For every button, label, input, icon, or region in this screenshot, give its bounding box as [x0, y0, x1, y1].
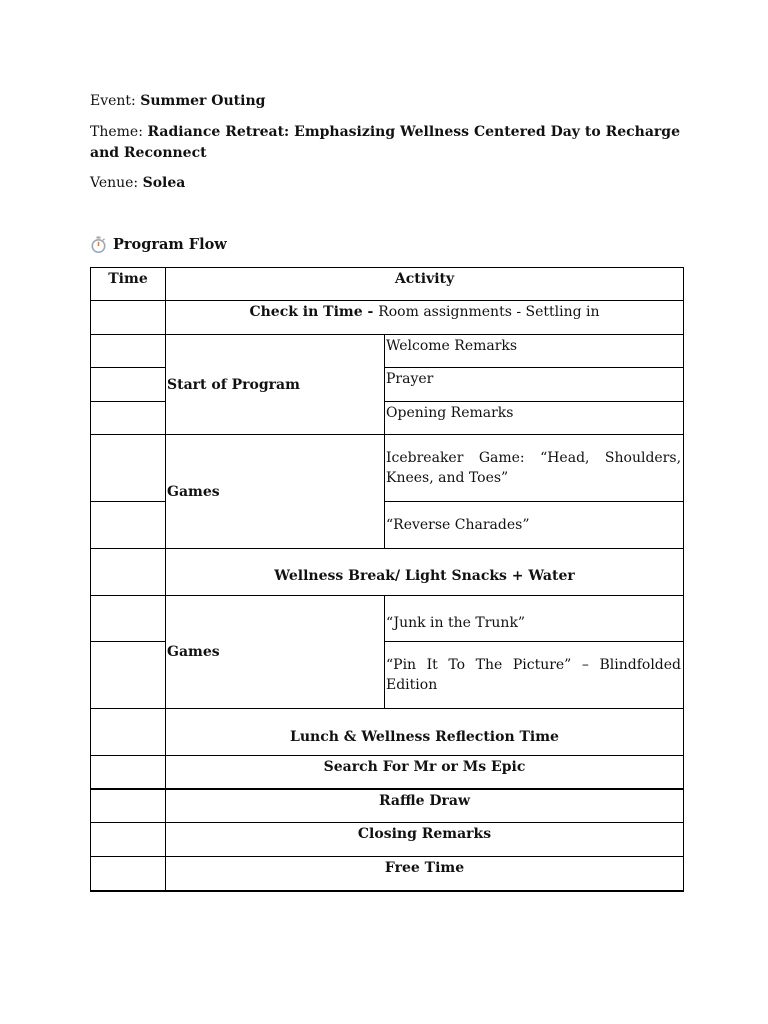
free-time-cell: Free Time [166, 857, 684, 891]
table-header-row [91, 268, 684, 301]
opening-remarks-cell: Opening Remarks [385, 402, 684, 435]
theme-value: Radiance Retreat: Emphasizing Wellness Centered Day to Recharge and Reconnect [90, 124, 680, 161]
program-flow-heading [90, 234, 227, 255]
time-cell [91, 435, 166, 502]
stopwatch-icon [90, 236, 107, 253]
reverse-charades-cell: “Reverse Charades” [385, 502, 684, 549]
time-cell [91, 756, 166, 789]
time-cell [91, 368, 166, 402]
activity-column-header: Activity [166, 268, 684, 301]
time-column-header: Time [91, 268, 166, 301]
table-row [91, 857, 684, 891]
time-cell [91, 301, 166, 335]
event-label: Event: [90, 93, 136, 109]
venue-label: Venue: [90, 175, 139, 191]
junk-in-the-trunk-cell: “Junk in the Trunk” [385, 596, 684, 642]
pin-it-cell: “Pin It To The Picture” – Blindfolded Edition [385, 642, 684, 709]
time-cell [91, 402, 166, 435]
time-cell [91, 857, 166, 891]
check-in-cell [166, 301, 684, 335]
icebreaker-game-cell: Icebreaker Game: “Head, Shoulders, Knees, and Toes” [385, 435, 684, 502]
check-in-bold: Check in Time - [249, 304, 374, 320]
time-cell [91, 335, 166, 368]
raffle-draw-cell: Raffle Draw [166, 789, 684, 823]
time-cell [91, 789, 166, 823]
event-value: Summer Outing [140, 93, 266, 109]
table-row [91, 435, 684, 502]
table-row [91, 549, 684, 596]
theme-line [90, 122, 680, 164]
time-cell [91, 709, 166, 756]
table-row [91, 335, 684, 368]
closing-remarks-cell: Closing Remarks [166, 823, 684, 857]
time-cell [91, 823, 166, 857]
venue-line [90, 173, 185, 194]
prayer-cell: Prayer [385, 368, 684, 402]
search-epic-cell: Search For Mr or Ms Epic [166, 756, 684, 789]
check-in-detail: Room assignments - Settling in [378, 304, 600, 320]
venue-value: Solea [142, 175, 186, 191]
lunch-cell: Lunch & Wellness Reflection Time [166, 709, 684, 756]
welcome-remarks-cell: Welcome Remarks [385, 335, 684, 368]
table-row [91, 823, 684, 857]
time-cell [91, 642, 166, 709]
table-row [91, 709, 684, 756]
start-of-program-group: Start of Program [166, 335, 385, 435]
table-row [91, 596, 684, 642]
time-cell [91, 502, 166, 549]
program-flow-title: Program Flow [113, 236, 227, 253]
table-row [91, 301, 684, 335]
games-group-1: Games [166, 435, 385, 549]
time-cell [91, 549, 166, 596]
games-group-2: Games [166, 596, 385, 709]
time-cell [91, 596, 166, 642]
table-row [91, 789, 684, 823]
wellness-break-cell: Wellness Break/ Light Snacks + Water [166, 549, 684, 596]
table-row [91, 756, 684, 789]
theme-label: Theme: [90, 124, 143, 140]
program-flow-table [90, 267, 684, 892]
event-line [90, 91, 265, 112]
